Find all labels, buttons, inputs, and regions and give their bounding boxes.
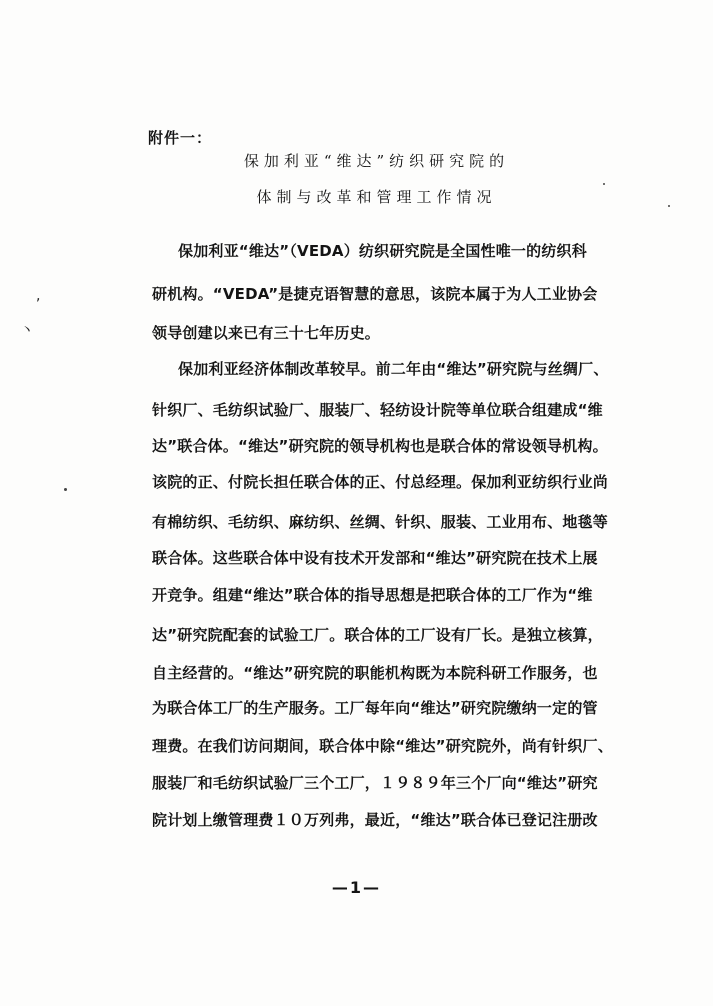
paragraph-line: 保加利亚“维达”（VEDA）纺织研究院是全国性唯一的纺织科 (178, 242, 587, 260)
paragraph-line: 院计划上缴管理费１０万列弗，最近，“维达”联合体已登记注册改 (152, 811, 598, 829)
paragraph-line: 该院的正、付院长担任联合体的正、付总经理。保加利亚纺织行业尚 (152, 473, 609, 491)
paragraph-line: 服装厂和毛纺织试验厂三个工厂，１９８９年三个厂向“维达”研究 (152, 774, 598, 792)
paragraph-line: 有棉纺织、毛纺织、麻纺织、丝绸、针织、服装、工业用布、地毯等 (152, 513, 609, 531)
scan-speck (668, 205, 670, 207)
paragraph-line: 保加利亚经济体制改革较早。前二年由“维达”研究院与丝绸厂、 (178, 360, 609, 378)
paragraph-line: 自主经营的。“维达”研究院的职能机构既为本院科研工作服务，也 (152, 664, 598, 682)
page-number: —1— (331, 878, 382, 897)
paragraph-line: 为联合体工厂的生产服务。工厂每年向“维达”研究院缴纳一定的管 (152, 699, 598, 717)
paragraph-line: 针织厂、毛纺织试验厂、服装厂、轻纺设计院等单位联合组建成“维 (152, 401, 603, 419)
paragraph-line: 理费。在我们访问期间，联合体中除“维达”研究院外，尚有针织厂、 (152, 737, 613, 755)
paragraph-line: 领导创建以来已有三十七年历史。 (152, 324, 381, 342)
paragraph-line: 达”研究院配套的试验工厂。联合体的工厂设有厂长。是独立核算， (152, 626, 603, 644)
document-title-line-1: 保加利亚“维达”纺织研究院的 (243, 152, 510, 170)
paragraph-line: 研机构。“VEDA”是捷克语智慧的意思，该院本属于为人工业协会 (152, 285, 598, 303)
margin-mark: , (36, 288, 41, 304)
paragraph-line: 开竞争。组建“维达”联合体的指导思想是把联合体的工厂作为“维 (152, 586, 593, 604)
document-title-line-2: 体制与改革和管理工作情况 (256, 188, 497, 206)
scan-speck (603, 183, 605, 185)
paragraph-line: 联合体。这些联合体中设有技术开发部和“维达”研究院在技术上展 (152, 549, 598, 567)
margin-mark: 丶 (20, 323, 34, 339)
attachment-label: 附件一： (148, 129, 213, 147)
scan-speck (64, 488, 67, 491)
paragraph-line: 达”联合体。“维达”研究院的领导机构也是联合体的常设领导机构。 (152, 437, 608, 455)
